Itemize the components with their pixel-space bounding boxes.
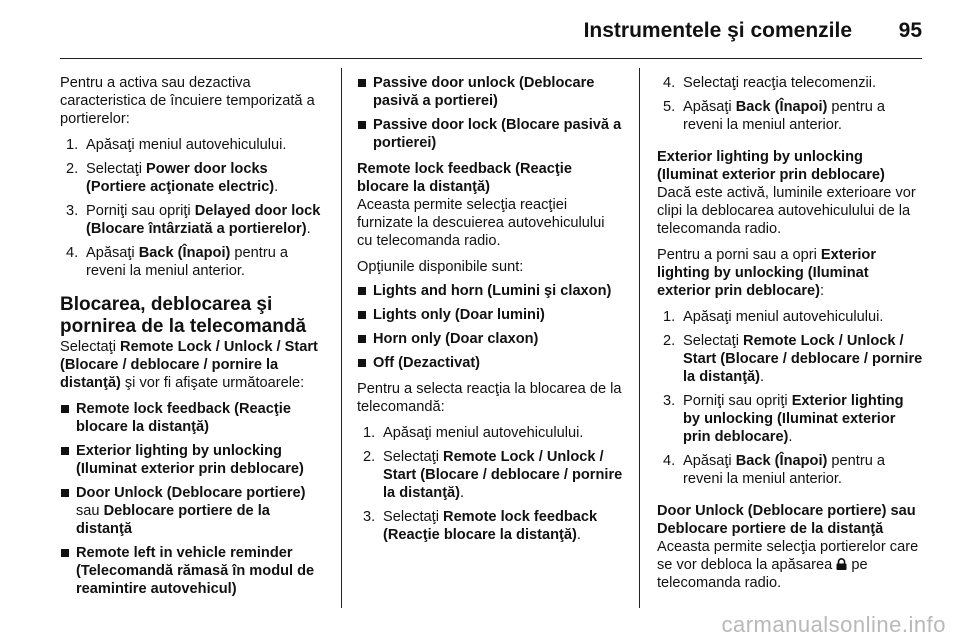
column-3 <box>657 74 923 600</box>
subsection-heading: Exterior lighting by unlocking (Iluminat exterior prin deblocare) <box>657 149 885 183</box>
feedback-paragraph: Pentru a selecta reacţia la blocarea de la telecomandă: <box>357 381 622 415</box>
intro-paragraph: Pentru a activa sau dezactiva caracteristica de încuiere temporizată a portierelor: <box>60 75 315 127</box>
column-divider-1 <box>341 68 342 608</box>
list-item: Lights only (Doar lumini) <box>357 306 623 324</box>
remote-options-list <box>60 400 326 598</box>
page-title: Instrumentele şi comenzile <box>583 19 852 42</box>
header-rule <box>60 58 922 59</box>
list-item: Lights and horn (Lumini şi claxon) <box>357 282 623 300</box>
step-item: 4. Selectaţi reacţia telecomenzii. <box>663 75 877 91</box>
column-1 <box>60 74 326 606</box>
step-item: 3. Selectaţi Remote lock feedback (Reacţie blocare la distanţă). <box>363 509 598 543</box>
delayed-lock-steps <box>60 136 326 280</box>
step-item: 2. Selectaţi Remote Lock / Unlock / Start (Blocare / deblocare / pornire la distanţă). <box>663 333 923 385</box>
exterior-lighting-steps <box>657 308 923 488</box>
step-item: 3. Porniţi sau opriţi Delayed door lock (Blocare întârziată a portierelor). <box>66 203 321 237</box>
subsection-paragraph: Aceasta permite selecţia reacţiei furnizate la descuierea autovehiculului cu telecomanda radio. <box>357 197 605 249</box>
watermark: carmanualsonline.info <box>721 612 946 637</box>
list-item: Door Unlock (Deblocare portiere) sau Deblocare portiere de la distanţă <box>60 484 326 538</box>
column-2 <box>357 74 623 552</box>
padlock-icon <box>836 557 847 569</box>
options-label: Opţiunile disponibile sunt: <box>357 259 524 275</box>
subsection-paragraph: Dacă este activă, luminile exterioare vor clipi la deblocarea autovehiculului de la telecomanda radio. <box>657 185 916 237</box>
toggle-paragraph: Pentru a porni sau a opri Exterior lighting by unlocking (Iluminat exterior prin deblocare): <box>657 247 877 299</box>
page-header <box>60 18 922 58</box>
feedback-steps-continued <box>657 74 923 134</box>
subsection-heading: Remote lock feedback (Reacţie blocare la distanţă) <box>357 161 572 195</box>
list-item: Exterior lighting by unlocking (Iluminat exterior prin deblocare) <box>60 442 326 478</box>
list-item: Off (Dezactivat) <box>357 354 623 372</box>
list-item: Remote left in vehicle reminder (Telecomandă rămasă în modul de reamintire autovehicul) <box>60 544 326 598</box>
step-item: 1. Apăsaţi meniul autovehiculului. <box>66 137 287 153</box>
list-item: Passive door unlock (Deblocare pasivă a portierei) <box>357 74 623 110</box>
list-item: Horn only (Doar claxon) <box>357 330 623 348</box>
section-heading: Blocarea, deblocarea şi pornirea de la telecomandă <box>60 294 307 337</box>
step-item: 4. Apăsaţi Back (Înapoi) pentru a reveni la meniul anterior. <box>663 453 885 487</box>
step-item: 2. Selectaţi Power door locks (Portiere acţionate electric). <box>66 161 279 195</box>
section-paragraph: Selectaţi Remote Lock / Unlock / Start (Blocare / deblocare / pornire la distanţă) şi vor fi afişate următoarele: <box>60 339 318 391</box>
step-item: 1. Apăsaţi meniul autovehiculului. <box>363 425 584 441</box>
door-unlock-paragraph: Aceasta permite selecţia portierelor care se vor debloca la apăsarea pe telecomanda radio. <box>657 539 919 591</box>
list-item: Remote lock feedback (Reacţie blocare la distanţă) <box>60 400 326 436</box>
step-item: 3. Porniţi sau opriţi Exterior lighting by unlocking (Iluminat exterior prin deblocare). <box>663 393 904 445</box>
page-number: 95 <box>898 19 922 42</box>
step-item: 5. Apăsaţi Back (Înapoi) pentru a reveni la meniul anterior. <box>663 99 885 133</box>
passive-options-list <box>357 74 623 152</box>
column-divider-2 <box>639 68 640 608</box>
step-item: 4. Apăsaţi Back (Înapoi) pentru a reveni la meniul anterior. <box>66 245 288 279</box>
subsection-heading: Door Unlock (Deblocare portiere) sau Deblocare portiere de la distanţă <box>657 503 916 537</box>
feedback-options-list <box>357 282 623 372</box>
feedback-steps <box>357 424 623 544</box>
list-item: Passive door lock (Blocare pasivă a portierei) <box>357 116 623 152</box>
step-item: 1. Apăsaţi meniul autovehiculului. <box>663 309 884 325</box>
step-item: 2. Selectaţi Remote Lock / Unlock / Start (Blocare / deblocare / pornire la distanţă). <box>363 449 623 501</box>
